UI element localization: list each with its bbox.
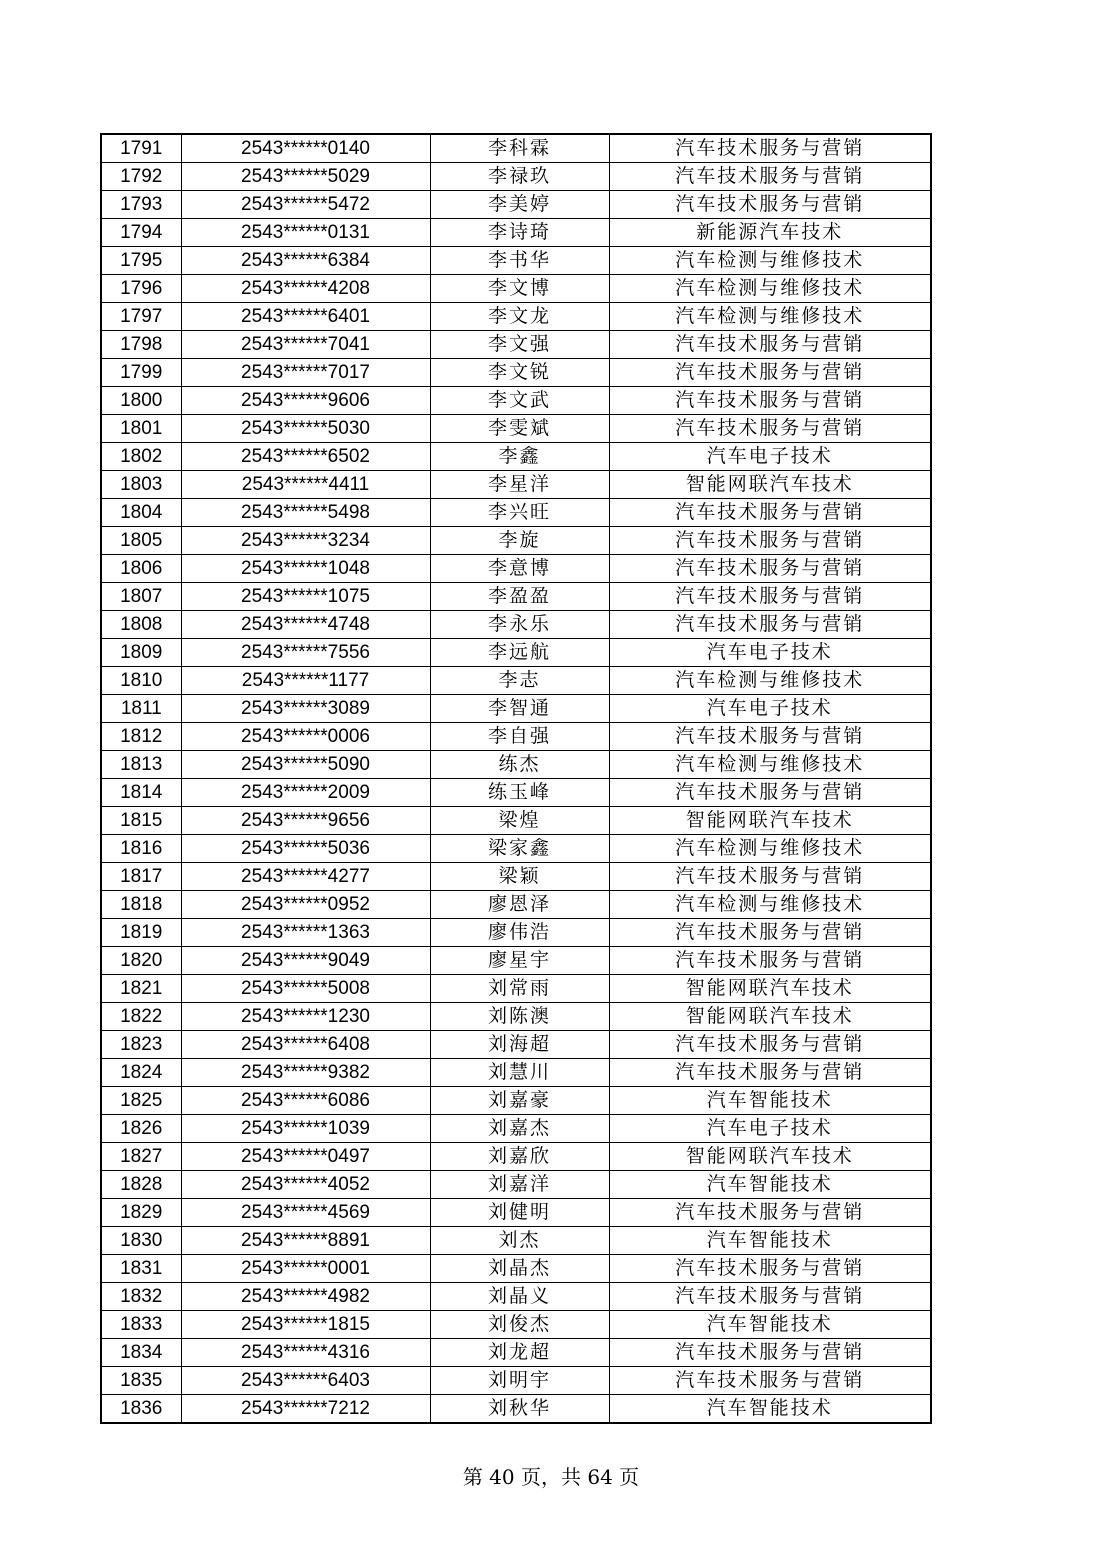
table-row — [101, 527, 931, 555]
student-name-cell: 李志 — [430, 667, 609, 695]
student-name-cell: 刘明宇 — [430, 1367, 609, 1395]
seq-number-cell: 1809 — [101, 639, 181, 667]
major-cell: 汽车智能技术 — [609, 1395, 931, 1424]
student-name-cell: 梁煌 — [430, 807, 609, 835]
major-cell: 汽车智能技术 — [609, 1171, 931, 1199]
student-name-cell: 李鑫 — [430, 443, 609, 471]
seq-number-cell: 1815 — [101, 807, 181, 835]
table-row — [101, 919, 931, 947]
major-cell: 汽车电子技术 — [609, 639, 931, 667]
table-row — [101, 751, 931, 779]
student-name-cell: 刘嘉欣 — [430, 1143, 609, 1171]
major-cell: 汽车智能技术 — [609, 1311, 931, 1339]
major-cell: 汽车技术服务与营销 — [609, 415, 931, 443]
seq-number-cell: 1814 — [101, 779, 181, 807]
seq-number-cell: 1811 — [101, 695, 181, 723]
student-name-cell: 李科霖 — [430, 134, 609, 163]
student-name-cell: 刘海超 — [430, 1031, 609, 1059]
table-row — [101, 555, 931, 583]
student-name-cell: 李文龙 — [430, 303, 609, 331]
id-number-cell: 2543******8891 — [181, 1227, 430, 1255]
student-name-cell: 李远航 — [430, 639, 609, 667]
seq-number-cell: 1812 — [101, 723, 181, 751]
major-cell: 汽车技术服务与营销 — [609, 919, 931, 947]
table-row — [101, 583, 931, 611]
table-row — [101, 723, 931, 751]
seq-number-cell: 1820 — [101, 947, 181, 975]
seq-number-cell: 1810 — [101, 667, 181, 695]
seq-number-cell: 1796 — [101, 275, 181, 303]
student-name-cell: 梁颖 — [430, 863, 609, 891]
seq-number-cell: 1806 — [101, 555, 181, 583]
id-number-cell: 2543******6401 — [181, 303, 430, 331]
major-cell: 汽车技术服务与营销 — [609, 1059, 931, 1087]
major-cell: 汽车检测与维修技术 — [609, 247, 931, 275]
id-number-cell: 2543******9606 — [181, 387, 430, 415]
id-number-cell: 2543******5008 — [181, 975, 430, 1003]
table-row — [101, 359, 931, 387]
table-row — [101, 1115, 931, 1143]
student-name-cell: 李智通 — [430, 695, 609, 723]
table-row — [101, 134, 931, 163]
major-cell: 汽车技术服务与营销 — [609, 1255, 931, 1283]
student-name-cell: 李兴旺 — [430, 499, 609, 527]
major-cell: 汽车技术服务与营销 — [609, 863, 931, 891]
student-name-cell: 李美婷 — [430, 191, 609, 219]
id-number-cell: 2543******1815 — [181, 1311, 430, 1339]
id-number-cell: 2543******6408 — [181, 1031, 430, 1059]
major-cell: 汽车电子技术 — [609, 443, 931, 471]
table-row — [101, 303, 931, 331]
table-row — [101, 1339, 931, 1367]
major-cell: 智能网联汽车技术 — [609, 975, 931, 1003]
student-name-cell: 刘慧川 — [430, 1059, 609, 1087]
student-name-cell: 李禄玖 — [430, 163, 609, 191]
id-number-cell: 2543******6384 — [181, 247, 430, 275]
table-row — [101, 387, 931, 415]
id-number-cell: 2543******9382 — [181, 1059, 430, 1087]
table-row — [101, 1059, 931, 1087]
major-cell: 汽车技术服务与营销 — [609, 191, 931, 219]
student-name-cell: 刘常雨 — [430, 975, 609, 1003]
major-cell: 汽车智能技术 — [609, 1087, 931, 1115]
student-name-cell: 李永乐 — [430, 611, 609, 639]
table-row — [101, 163, 931, 191]
major-cell: 汽车检测与维修技术 — [609, 751, 931, 779]
major-cell: 汽车技术服务与营销 — [609, 527, 931, 555]
seq-number-cell: 1834 — [101, 1339, 181, 1367]
seq-number-cell: 1824 — [101, 1059, 181, 1087]
id-number-cell: 2543******7017 — [181, 359, 430, 387]
major-cell: 汽车技术服务与营销 — [609, 1283, 931, 1311]
id-number-cell: 2543******6086 — [181, 1087, 430, 1115]
student-name-cell: 刘嘉豪 — [430, 1087, 609, 1115]
id-number-cell: 2543******4052 — [181, 1171, 430, 1199]
table-row — [101, 1283, 931, 1311]
id-number-cell: 2543******0001 — [181, 1255, 430, 1283]
student-name-cell: 李星洋 — [430, 471, 609, 499]
seq-number-cell: 1832 — [101, 1283, 181, 1311]
table-row — [101, 443, 931, 471]
id-number-cell: 2543******4208 — [181, 275, 430, 303]
student-name-cell: 李旋 — [430, 527, 609, 555]
table-row — [101, 1255, 931, 1283]
student-name-cell: 练玉峰 — [430, 779, 609, 807]
seq-number-cell: 1823 — [101, 1031, 181, 1059]
student-name-cell: 李盈盈 — [430, 583, 609, 611]
id-number-cell: 2543******0006 — [181, 723, 430, 751]
id-number-cell: 2543******1177 — [181, 667, 430, 695]
id-number-cell: 2543******1363 — [181, 919, 430, 947]
id-number-cell: 2543******7041 — [181, 331, 430, 359]
seq-number-cell: 1797 — [101, 303, 181, 331]
id-number-cell: 2543******1075 — [181, 583, 430, 611]
table-row — [101, 247, 931, 275]
table-row — [101, 1395, 931, 1424]
id-number-cell: 2543******4316 — [181, 1339, 430, 1367]
table-row — [101, 1087, 931, 1115]
seq-number-cell: 1827 — [101, 1143, 181, 1171]
student-name-cell: 李书华 — [430, 247, 609, 275]
id-number-cell: 2543******5030 — [181, 415, 430, 443]
seq-number-cell: 1805 — [101, 527, 181, 555]
major-cell: 汽车技术服务与营销 — [609, 331, 931, 359]
table-row — [101, 639, 931, 667]
table-row — [101, 191, 931, 219]
table-row — [101, 975, 931, 1003]
seq-number-cell: 1808 — [101, 611, 181, 639]
major-cell: 汽车技术服务与营销 — [609, 583, 931, 611]
id-number-cell: 2543******7556 — [181, 639, 430, 667]
seq-number-cell: 1816 — [101, 835, 181, 863]
student-name-cell: 李自强 — [430, 723, 609, 751]
major-cell: 汽车技术服务与营销 — [609, 163, 931, 191]
id-number-cell: 2543******0952 — [181, 891, 430, 919]
major-cell: 汽车技术服务与营销 — [609, 359, 931, 387]
id-number-cell: 2543******0131 — [181, 219, 430, 247]
major-cell: 新能源汽车技术 — [609, 219, 931, 247]
student-name-cell: 刘俊杰 — [430, 1311, 609, 1339]
student-name-cell: 廖恩泽 — [430, 891, 609, 919]
major-cell: 智能网联汽车技术 — [609, 471, 931, 499]
table-row — [101, 1311, 931, 1339]
seq-number-cell: 1825 — [101, 1087, 181, 1115]
table-row — [101, 471, 931, 499]
seq-number-cell: 1818 — [101, 891, 181, 919]
student-name-cell: 练杰 — [430, 751, 609, 779]
seq-number-cell: 1813 — [101, 751, 181, 779]
seq-number-cell: 1828 — [101, 1171, 181, 1199]
major-cell: 汽车技术服务与营销 — [609, 611, 931, 639]
id-number-cell: 2543******0497 — [181, 1143, 430, 1171]
major-cell: 汽车电子技术 — [609, 1115, 931, 1143]
seq-number-cell: 1799 — [101, 359, 181, 387]
id-number-cell: 2543******1039 — [181, 1115, 430, 1143]
id-number-cell: 2543******2009 — [181, 779, 430, 807]
major-cell: 汽车技术服务与营销 — [609, 1031, 931, 1059]
student-name-cell: 李文武 — [430, 387, 609, 415]
major-cell: 智能网联汽车技术 — [609, 1143, 931, 1171]
major-cell: 汽车技术服务与营销 — [609, 779, 931, 807]
seq-number-cell: 1831 — [101, 1255, 181, 1283]
seq-number-cell: 1802 — [101, 443, 181, 471]
id-number-cell: 2543******0140 — [181, 134, 430, 163]
student-name-cell: 刘杰 — [430, 1227, 609, 1255]
seq-number-cell: 1800 — [101, 387, 181, 415]
student-name-cell: 刘秋华 — [430, 1395, 609, 1424]
major-cell: 汽车技术服务与营销 — [609, 723, 931, 751]
table-body — [101, 134, 931, 1423]
student-name-cell: 刘嘉杰 — [430, 1115, 609, 1143]
id-number-cell: 2543******5029 — [181, 163, 430, 191]
student-name-cell: 廖星宇 — [430, 947, 609, 975]
student-name-cell: 李雯斌 — [430, 415, 609, 443]
student-name-cell: 梁家鑫 — [430, 835, 609, 863]
table-row — [101, 1003, 931, 1031]
table-row — [101, 695, 931, 723]
id-number-cell: 2543******6403 — [181, 1367, 430, 1395]
major-cell: 汽车检测与维修技术 — [609, 667, 931, 695]
id-number-cell: 2543******9656 — [181, 807, 430, 835]
table-row — [101, 1143, 931, 1171]
table-row — [101, 1199, 931, 1227]
id-number-cell: 2543******4277 — [181, 863, 430, 891]
id-number-cell: 2543******6502 — [181, 443, 430, 471]
seq-number-cell: 1793 — [101, 191, 181, 219]
student-name-cell: 廖伟浩 — [430, 919, 609, 947]
id-number-cell: 2543******5090 — [181, 751, 430, 779]
seq-number-cell: 1795 — [101, 247, 181, 275]
seq-number-cell: 1826 — [101, 1115, 181, 1143]
table-row — [101, 499, 931, 527]
table-row — [101, 667, 931, 695]
seq-number-cell: 1792 — [101, 163, 181, 191]
student-name-cell: 李文锐 — [430, 359, 609, 387]
seq-number-cell: 1836 — [101, 1395, 181, 1424]
student-name-cell: 李意博 — [430, 555, 609, 583]
major-cell: 汽车技术服务与营销 — [609, 1367, 931, 1395]
table-row — [101, 835, 931, 863]
seq-number-cell: 1821 — [101, 975, 181, 1003]
major-cell: 汽车智能技术 — [609, 1227, 931, 1255]
id-number-cell: 2543******4411 — [181, 471, 430, 499]
id-number-cell: 2543******5498 — [181, 499, 430, 527]
table-row — [101, 863, 931, 891]
student-name-cell: 刘晶义 — [430, 1283, 609, 1311]
major-cell: 智能网联汽车技术 — [609, 1003, 931, 1031]
student-name-cell: 李文强 — [430, 331, 609, 359]
major-cell: 汽车电子技术 — [609, 695, 931, 723]
student-name-cell: 刘健明 — [430, 1199, 609, 1227]
id-number-cell: 2543******9049 — [181, 947, 430, 975]
table-row — [101, 1031, 931, 1059]
id-number-cell: 2543******5472 — [181, 191, 430, 219]
student-name-cell: 刘龙超 — [430, 1339, 609, 1367]
seq-number-cell: 1798 — [101, 331, 181, 359]
seq-number-cell: 1833 — [101, 1311, 181, 1339]
table-row — [101, 1367, 931, 1395]
seq-number-cell: 1829 — [101, 1199, 181, 1227]
table-row — [101, 219, 931, 247]
table-row — [101, 331, 931, 359]
major-cell: 汽车检测与维修技术 — [609, 303, 931, 331]
major-cell: 汽车技术服务与营销 — [609, 1199, 931, 1227]
table-row — [101, 807, 931, 835]
major-cell: 汽车检测与维修技术 — [609, 835, 931, 863]
table-row — [101, 947, 931, 975]
student-name-cell: 李诗琦 — [430, 219, 609, 247]
id-number-cell: 2543******5036 — [181, 835, 430, 863]
major-cell: 汽车检测与维修技术 — [609, 275, 931, 303]
student-name-cell: 刘嘉洋 — [430, 1171, 609, 1199]
id-number-cell: 2543******1048 — [181, 555, 430, 583]
major-cell: 汽车技术服务与营销 — [609, 555, 931, 583]
seq-number-cell: 1803 — [101, 471, 181, 499]
seq-number-cell: 1819 — [101, 919, 181, 947]
id-number-cell: 2543******3089 — [181, 695, 430, 723]
seq-number-cell: 1807 — [101, 583, 181, 611]
table-row — [101, 1227, 931, 1255]
seq-number-cell: 1822 — [101, 1003, 181, 1031]
seq-number-cell: 1835 — [101, 1367, 181, 1395]
id-number-cell: 2543******4982 — [181, 1283, 430, 1311]
student-list-table — [100, 133, 932, 1424]
seq-number-cell: 1817 — [101, 863, 181, 891]
major-cell: 汽车技术服务与营销 — [609, 1339, 931, 1367]
table-row — [101, 275, 931, 303]
id-number-cell: 2543******7212 — [181, 1395, 430, 1424]
seq-number-cell: 1791 — [101, 134, 181, 163]
major-cell: 汽车技术服务与营销 — [609, 947, 931, 975]
seq-number-cell: 1801 — [101, 415, 181, 443]
table-row — [101, 1171, 931, 1199]
seq-number-cell: 1830 — [101, 1227, 181, 1255]
id-number-cell: 2543******1230 — [181, 1003, 430, 1031]
student-name-cell: 李文博 — [430, 275, 609, 303]
id-number-cell: 2543******4569 — [181, 1199, 430, 1227]
seq-number-cell: 1804 — [101, 499, 181, 527]
table-row — [101, 415, 931, 443]
major-cell: 汽车技术服务与营销 — [609, 134, 931, 163]
page-number: 第 40 页，共 64 页 — [462, 1465, 640, 1489]
major-cell: 智能网联汽车技术 — [609, 807, 931, 835]
id-number-cell: 2543******3234 — [181, 527, 430, 555]
table-row — [101, 891, 931, 919]
seq-number-cell: 1794 — [101, 219, 181, 247]
student-name-cell: 刘陈澳 — [430, 1003, 609, 1031]
major-cell: 汽车技术服务与营销 — [609, 387, 931, 415]
major-cell: 汽车检测与维修技术 — [609, 891, 931, 919]
table-row — [101, 779, 931, 807]
id-number-cell: 2543******4748 — [181, 611, 430, 639]
student-name-cell: 刘晶杰 — [430, 1255, 609, 1283]
major-cell: 汽车技术服务与营销 — [609, 499, 931, 527]
table-row — [101, 611, 931, 639]
